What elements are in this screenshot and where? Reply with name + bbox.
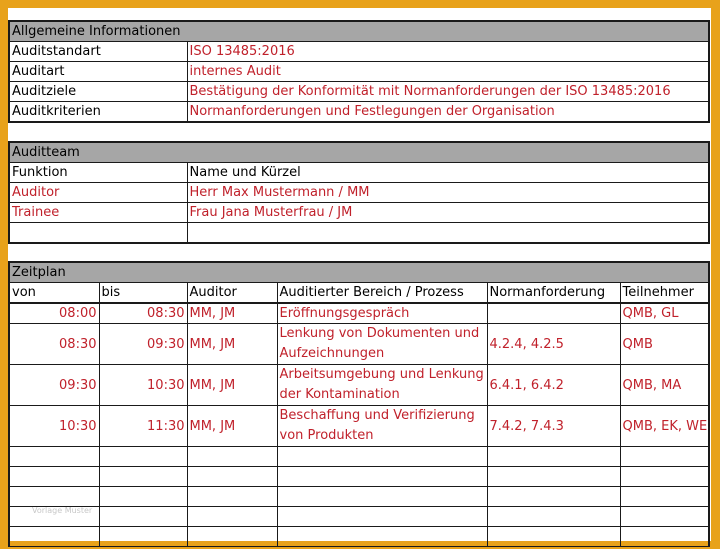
row-participants: QMB <box>620 324 709 365</box>
row-norm: 6.4.1, 6.4.2 <box>487 365 620 406</box>
row-auditor: MM, JM <box>187 324 277 365</box>
table-row <box>9 406 709 447</box>
row-norm: 7.4.2, 7.4.3 <box>487 406 620 447</box>
team-empty-cell <box>9 223 187 244</box>
row-norm: 4.2.4, 4.2.5 <box>487 324 620 365</box>
col-bis: bis <box>99 283 187 304</box>
team-name: Frau Jana Musterfrau / JM <box>187 203 709 223</box>
empty-row <box>9 527 709 547</box>
row-from: 08:00 <box>9 303 99 324</box>
team-name: Herr Max Mustermann / MM <box>187 183 709 203</box>
audit-team-table <box>8 141 710 244</box>
general-info-table <box>8 20 710 123</box>
team-col-name: Name und Kürzel <box>187 163 709 183</box>
team-role: Auditor <box>9 183 187 203</box>
row-participants: QMB, GL <box>620 303 709 324</box>
row-to: 10:30 <box>99 365 187 406</box>
label-auditstandard: Auditstandart <box>9 42 187 62</box>
audit-team-header: Auditteam <box>9 142 709 163</box>
row-auditor: MM, JM <box>187 406 277 447</box>
empty-row <box>9 467 709 487</box>
row-to: 09:30 <box>99 324 187 365</box>
value-auditziele: Bestätigung der Konformität mit Normanforderungen der ISO 13485:2016 <box>187 82 709 102</box>
row-area: Beschaffung und Verifizierung von Produkten <box>277 406 487 447</box>
general-info-header: Allgemeine Informationen <box>9 21 709 42</box>
row-to: 11:30 <box>99 406 187 447</box>
empty-row <box>9 487 709 507</box>
table-row <box>9 324 709 365</box>
empty-row <box>9 447 709 467</box>
table-row <box>9 365 709 406</box>
row-from: 08:30 <box>9 324 99 365</box>
team-role: Trainee <box>9 203 187 223</box>
row-auditor: MM, JM <box>187 365 277 406</box>
audit-plan-sheet <box>8 8 711 541</box>
label-auditkriterien: Auditkriterien <box>9 102 187 123</box>
watermark-text: Vorlage Muster <box>32 506 93 515</box>
label-auditart: Auditart <box>9 62 187 82</box>
row-norm <box>487 303 620 324</box>
table-row <box>9 303 709 324</box>
value-auditkriterien: Normanforderungen und Festlegungen der Organisation <box>187 102 709 123</box>
value-auditart: internes Audit <box>187 62 709 82</box>
schedule-header: Zeitplan <box>9 262 709 283</box>
row-to: 08:30 <box>99 303 187 324</box>
row-from: 09:30 <box>9 365 99 406</box>
team-col-funktion: Funktion <box>9 163 187 183</box>
col-teilnehmer: Teilnehmer <box>620 283 709 304</box>
schedule-table <box>8 261 710 547</box>
col-auditor: Auditor <box>187 283 277 304</box>
row-area: Lenkung von Dokumenten und Aufzeichnungen <box>277 324 487 365</box>
row-area: Eröffnungsgespräch <box>277 303 487 324</box>
col-von: von <box>9 283 99 304</box>
team-empty-cell <box>187 223 709 244</box>
label-auditziele: Auditziele <box>9 82 187 102</box>
value-auditstandard: ISO 13485:2016 <box>187 42 709 62</box>
row-auditor: MM, JM <box>187 303 277 324</box>
col-normanforderung: Normanforderung <box>487 283 620 304</box>
col-bereich: Auditierter Bereich / Prozess <box>277 283 487 304</box>
empty-row <box>9 507 709 527</box>
row-area: Arbeitsumgebung und Lenkung der Kontamination <box>277 365 487 406</box>
row-participants: QMB, MA <box>620 365 709 406</box>
row-participants: QMB, EK, WE <box>620 406 709 447</box>
row-from: 10:30 <box>9 406 99 447</box>
